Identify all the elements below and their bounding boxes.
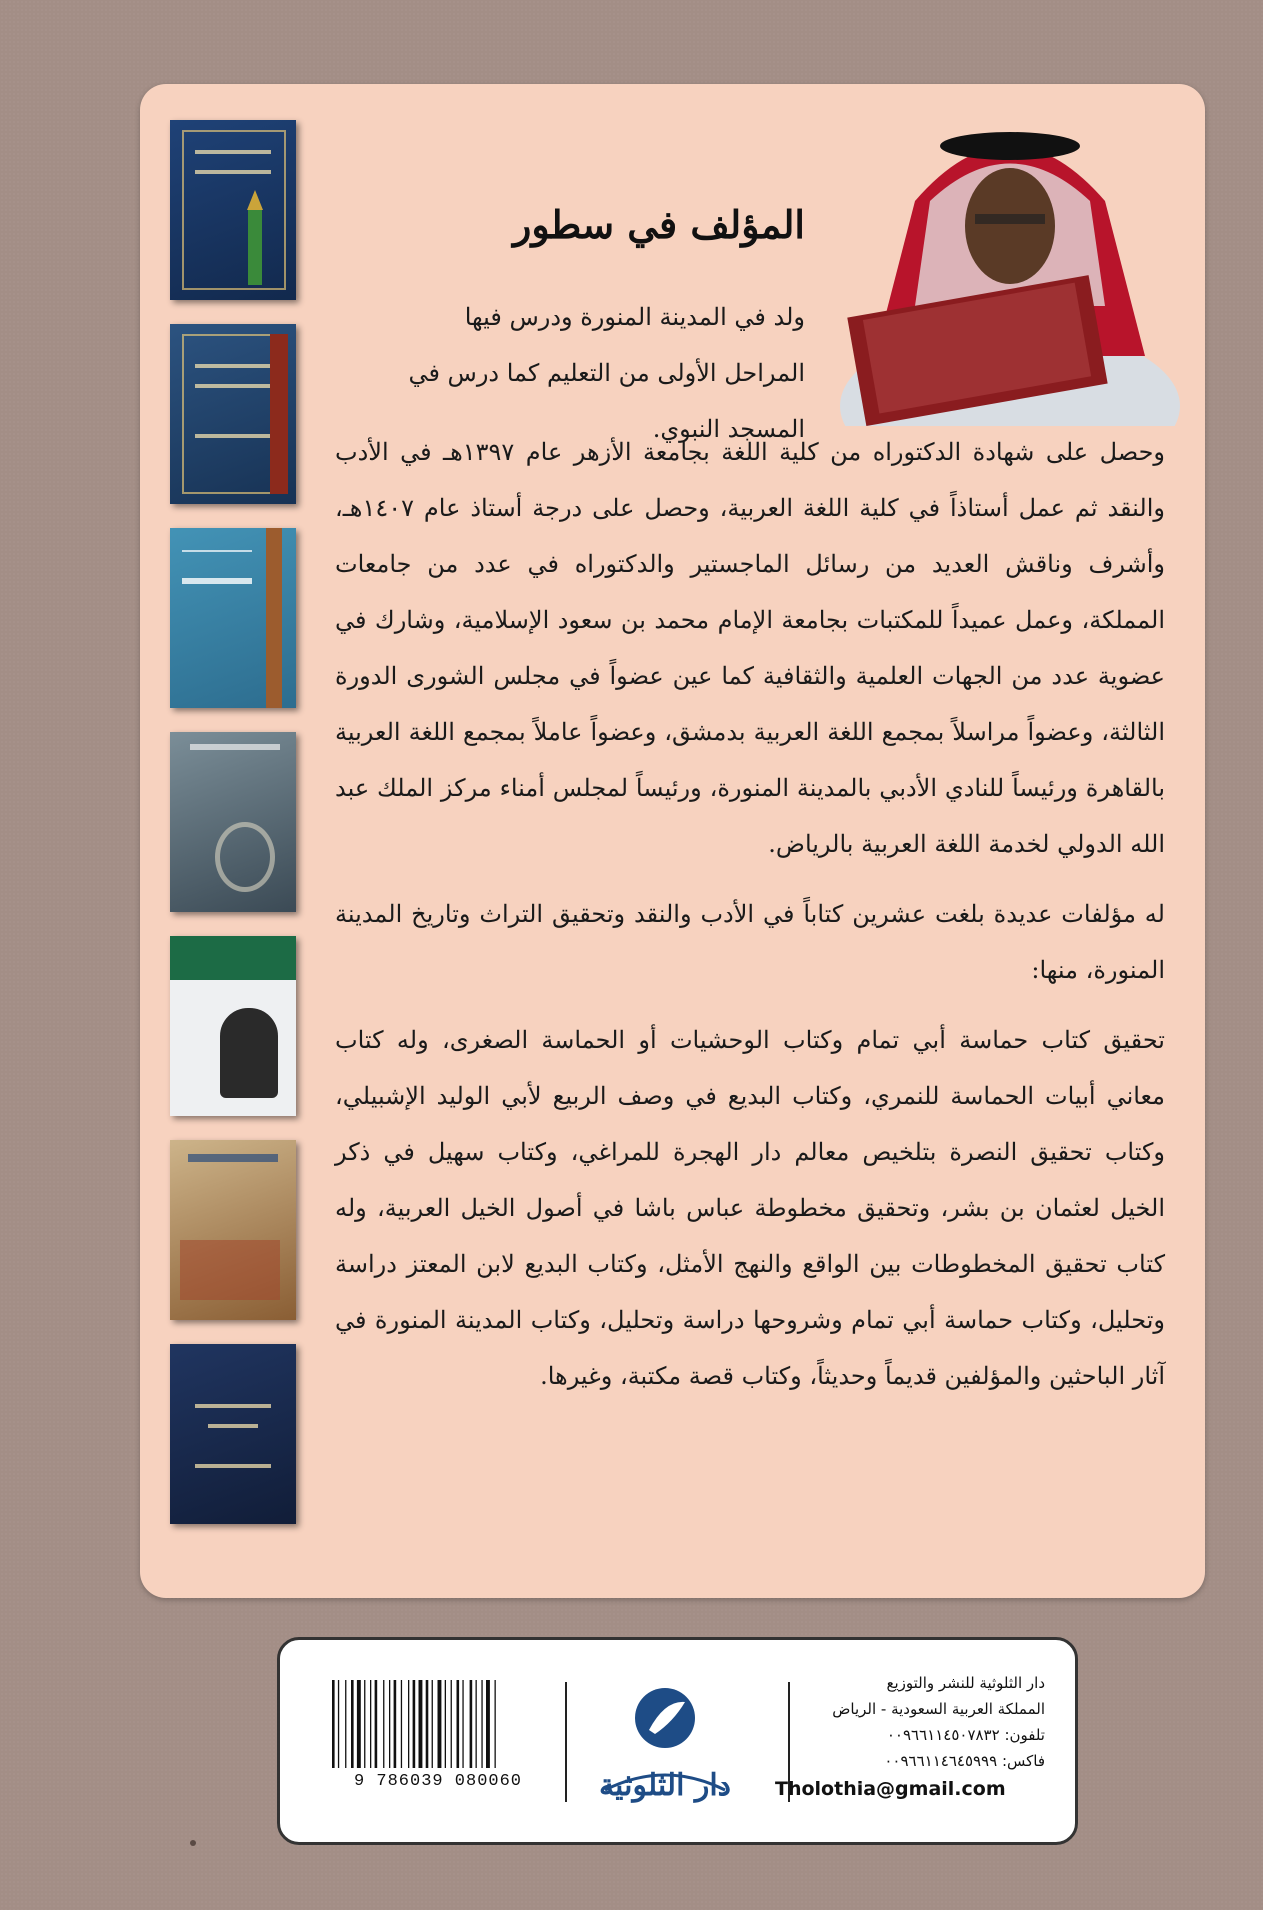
book-cover-5 (170, 936, 296, 1116)
book-cover-7 (170, 1344, 296, 1524)
works-intro-paragraph: له مؤلفات عديدة بلغت عشرين كتاباً في الأدب والنقد وتحقيق التراث وتاريخ المدينة المنورة، منها: (335, 900, 1165, 984)
mosque-icon (230, 190, 280, 285)
divider-left (565, 1682, 567, 1802)
section-title: المؤلف في سطور (513, 202, 805, 247)
biography-text (335, 424, 1165, 1418)
publisher-info (775, 1670, 1045, 1802)
publisher-location: المملكة العربية السعودية - الرياض (832, 1700, 1045, 1718)
book-cover-4 (170, 732, 296, 912)
author-portrait (835, 106, 1190, 426)
cover-speck (190, 1840, 196, 1846)
publisher-email[interactable]: Tholothia@gmail.com (775, 1778, 1006, 1800)
isbn-number: 9 786039 080060 (353, 1772, 523, 1791)
book-cover-1 (170, 120, 296, 300)
intro-paragraph: ولد في المدينة المنورة ودرس فيها المراحل الأولى من التعليم كما درس في المسجد النبوي. (408, 303, 805, 443)
publisher-phone: تلفون: ٠٠٩٦٦١١٤٥٠٧٨٣٢ (886, 1726, 1045, 1744)
publisher-name: دار الثلوثية للنشر والتوزيع (886, 1674, 1045, 1692)
publisher-footer (277, 1637, 1078, 1845)
book-cover-3 (170, 528, 296, 708)
publisher-fax: فاكس: ٠٠٩٦٦١١٤٦٤٥٩٩٩ (884, 1752, 1045, 1770)
publisher-logo (585, 1680, 745, 1810)
works-list-paragraph: تحقيق كتاب حماسة أبي تمام وكتاب الوحشيات أو الحماسة الصغرى، وله كتاب معاني أبيات الحماسة للنمري، وكتاب البديع في وصف الربيع لأبي الوليد الإشبيلي، وكتاب تحقيق النصرة بتلخيص معالم دار الهجرة للمراغي، وكتاب سهيل في ذكر الخيل لعثمان بن بشر، وتحقيق مخطوطة عباس باشا في أصول الخيل العربية، وله كتاب تحقيق المخطوطات بين الواقع والنهج الأمثل، وكتاب البديع لابن المعتز دراسة وتحليل، وكتاب حماسة أبي تمام وشروحها دراسة وتحليل، وكتاب المدينة المنورة في آثار الباحثين والمؤلفين قديماً وحديثاً، وكتاب قصة مكتبة، وغيرها. (335, 1026, 1166, 1390)
book-cover-2 (170, 324, 296, 504)
author-bio-card (140, 84, 1205, 1598)
publisher-logo-text: دار الثلوثية (598, 1768, 732, 1803)
book-cover-6 (170, 1140, 296, 1320)
biography-paragraph: وحصل على شهادة الدكتوراه من كلية اللغة بجامعة الأزهر عام ١٣٩٧هـ في الأدب والنقد ثم عمل أستاذاً في كلية اللغة العربية، وحصل على درجة أستاذ عام ١٤٠٧هـ، وأشرف وناقش العديد من رسائل الماجستير والدكتوراه في عدد من جامعات المملكة، وعمل عميداً للمكتبات بجامعة الإمام محمد بن سعود الإسلامية، وشارك في عضوية عدد من الجهات العلمية والثقافية كما عين عضواً في مجلس الشورى الدورة الثالثة، وعضواً مراسلاً بمجمع اللغة العربية بدمشق، وعضواً عاملاً بمجمع اللغة العربية بالقاهرة ورئيساً للنادي الأدبي بالمدينة المنورة، ورئيساً لمجلس أمناء مركز الملك عبد الله الدولي لخدمة اللغة العربية بالرياض. (335, 438, 1166, 858)
